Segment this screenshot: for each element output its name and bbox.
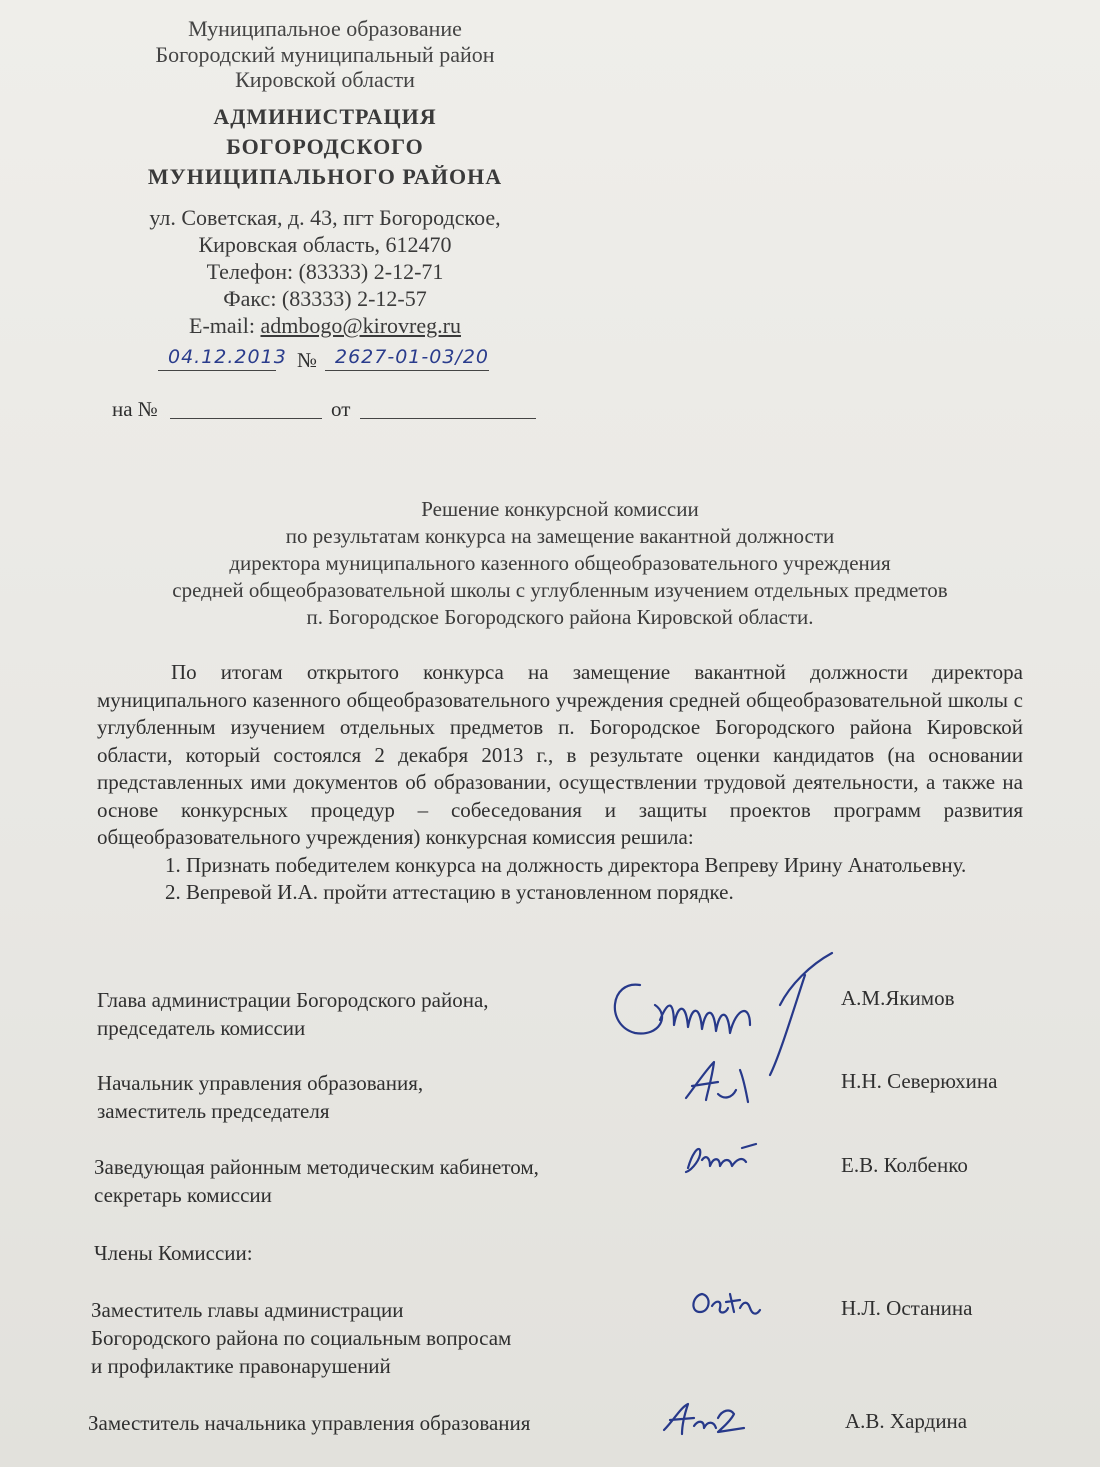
- number-label: №: [297, 348, 318, 372]
- admin-line-2: БОГОРОДСКОГО: [226, 134, 424, 159]
- signer-head-name: А.М.Якимов: [841, 986, 955, 1010]
- address-line-2: Кировская область, 612470: [198, 232, 452, 257]
- member2-role: [88, 1409, 530, 1437]
- member1-role-line-3: и профилактике правонарушений: [91, 1354, 391, 1378]
- signer-deputy-name: Н.Н. Северюхина: [841, 1069, 998, 1093]
- phone-line: Телефон: (83333) 2-12-71: [206, 259, 444, 284]
- org-line-2: Богородский муниципальный район: [155, 42, 495, 67]
- signer-deputy-role-line-1: Начальник управления образования,: [97, 1071, 424, 1095]
- handwritten-date: 04.12.2013: [168, 346, 287, 368]
- org-line-3: Кировской области: [235, 67, 415, 92]
- signature-secretary-icon: [682, 1140, 762, 1180]
- registration-number-field: [325, 346, 489, 376]
- org-line-1: Муниципальное образование: [188, 16, 462, 41]
- address-line-1: ул. Советская, д. 43, пгт Богородское,: [149, 205, 501, 230]
- admin-line-1: АДМИНИСТРАЦИЯ: [213, 104, 437, 129]
- title-line-4: средней общеобразовательной школы с углубленным изучением отдельных предметов: [172, 578, 948, 602]
- email-label: E-mail:: [189, 313, 255, 338]
- decision-item-2: 2. Вепревой И.А. пройти аттестацию в установленном порядке.: [165, 880, 734, 904]
- member1-role-line-2: Богородского района по социальным вопросам: [91, 1326, 512, 1350]
- member1-name: Н.Л. Останина: [841, 1296, 973, 1320]
- signature-head-icon: [600, 945, 840, 1045]
- decision-body: [97, 659, 1023, 907]
- from-label: от: [331, 397, 351, 421]
- signer-secretary-role: [94, 1153, 539, 1209]
- title-line-3: директора муниципального казенного общеобразовательного учреждения: [229, 551, 891, 575]
- registration-date-field: [158, 346, 287, 376]
- signer-secretary-role-line-2: секретарь комиссии: [94, 1183, 272, 1207]
- number-underline: [325, 346, 489, 371]
- signer-head-role-line-2: председатель комиссии: [97, 1016, 306, 1040]
- signature-member2-icon: [660, 1398, 750, 1442]
- admin-line-3: МУНИЦИПАЛЬНОГО РАЙОНА: [147, 164, 503, 189]
- reply-to-label: на №: [112, 397, 158, 421]
- title-line-5: п. Богородское Богородского района Кировской области.: [306, 605, 814, 629]
- signer-head-role-line-1: Глава администрации Богородского района,: [97, 988, 489, 1012]
- title-line-2: по результатам конкурса на замещение вакантной должности: [285, 524, 835, 548]
- member1-role: [91, 1296, 511, 1380]
- email-line: [110, 313, 540, 339]
- member2-role-line-1: Заместитель начальника управления образования: [88, 1411, 531, 1435]
- title-line-1: Решение конкурсной комиссии: [421, 497, 699, 521]
- signature-deputy-icon: [678, 1050, 778, 1110]
- body-paragraph: По итогам открытого конкурса на замещение вакантной должности директора муниципального казенного общеобразовательного учреждения средней общеобразовательной школы с углубленным изучением отдельных предметов п. Богородское Богородского района Кировской области, который состоялся 2 декабря 2013 г., в результате оценки кандидатов (на основании представленных ими документов об образовании, осуществлении трудовой деятельности, а также на основе конкурсных процедур – собеседования и защиты проектов программ развития общеобразовательного учреждения) конкурсная комиссия решила:: [97, 660, 1023, 849]
- member2-name: А.В. Хардина: [845, 1409, 968, 1433]
- reply-number-blank: [170, 396, 322, 419]
- handwritten-number: 2627-01-03/20: [335, 346, 489, 368]
- signer-head-role: [97, 986, 489, 1042]
- email-link[interactable]: admbogo@kirovreg.ru: [260, 313, 461, 338]
- signature-member1-icon: [688, 1284, 768, 1324]
- signer-secretary-role-line-1: Заведующая районным методическим кабинетом,: [94, 1155, 539, 1179]
- reply-date-blank: [360, 396, 536, 419]
- fax-line: Факс: (83333) 2-12-57: [223, 286, 427, 311]
- member1-role-line-1: Заместитель главы администрации: [91, 1298, 404, 1322]
- date-underline: [158, 346, 287, 371]
- signer-secretary-name: Е.В. Колбенко: [841, 1153, 968, 1177]
- signer-deputy-role-line-2: заместитель председателя: [97, 1099, 330, 1123]
- members-label: Члены Комиссии:: [94, 1241, 253, 1265]
- signer-deputy-role: [97, 1069, 423, 1125]
- decision-item-1: 1. Признать победителем конкурса на должность директора Вепреву Ирину Анатольевну.: [165, 852, 967, 877]
